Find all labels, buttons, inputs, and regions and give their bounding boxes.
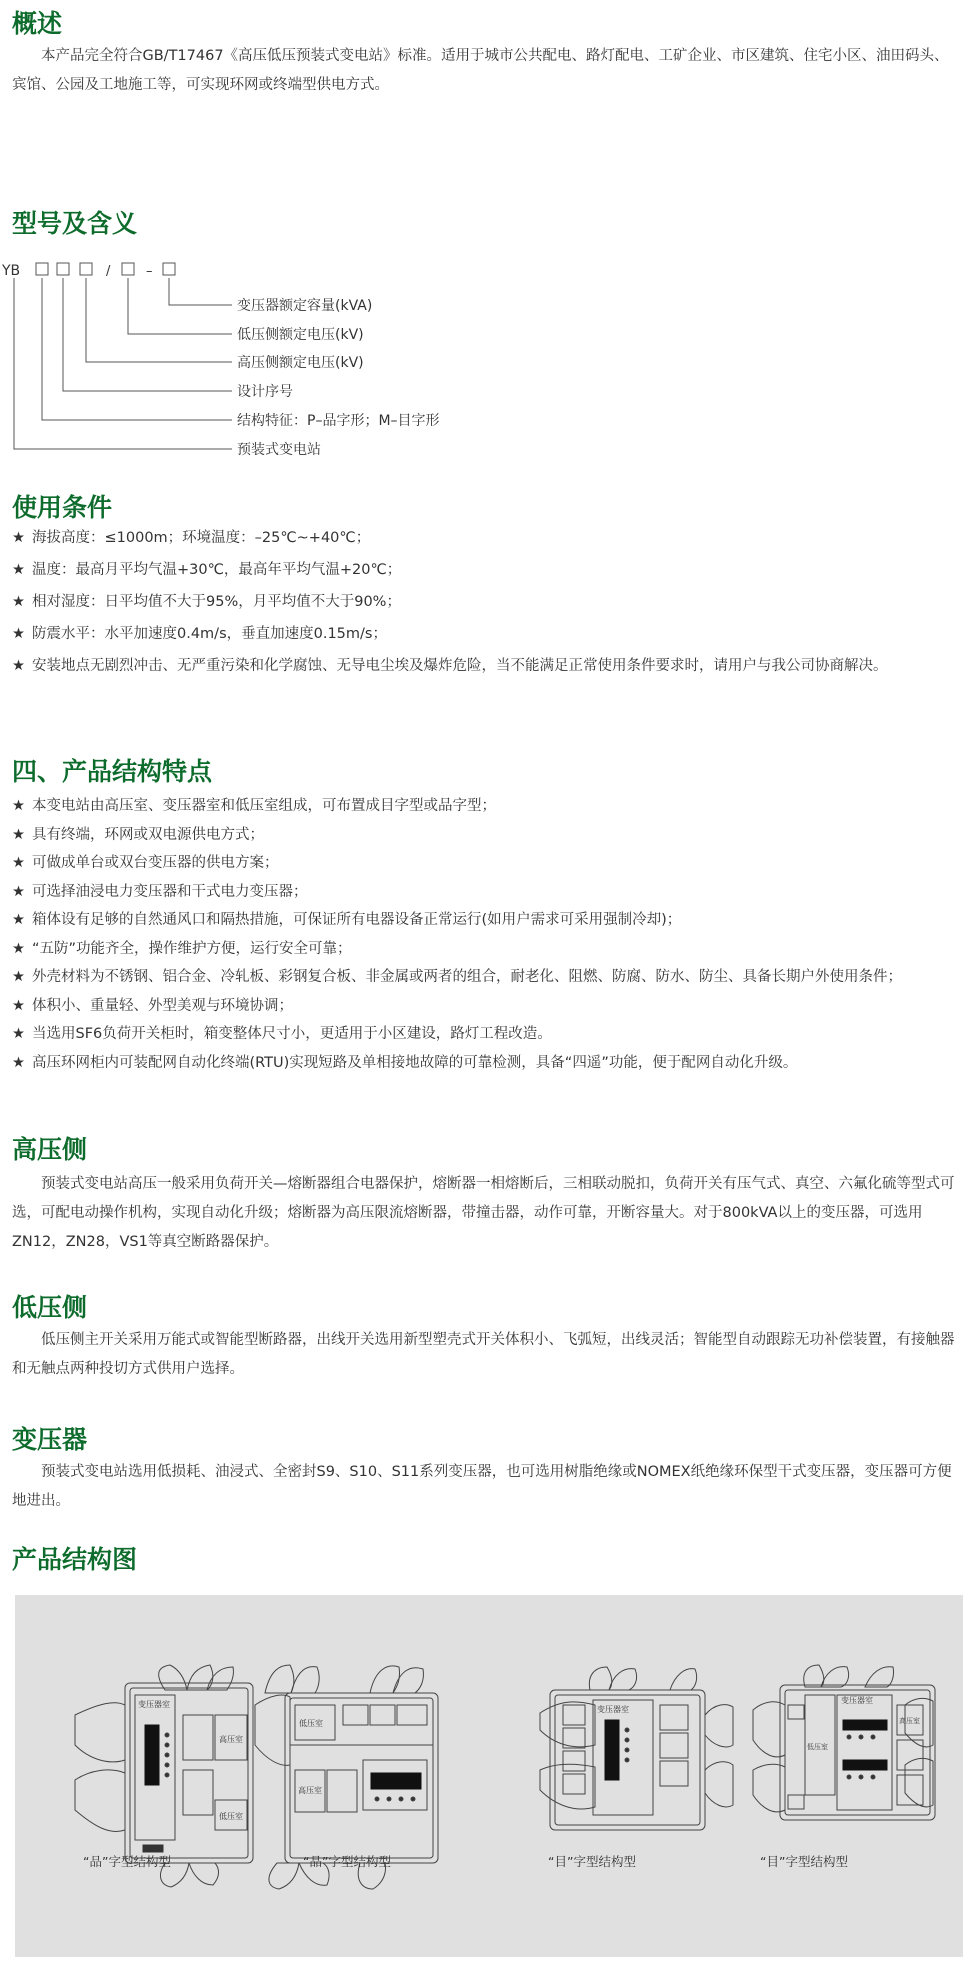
model-code-prefix: YB [2,263,21,279]
mu-2-low-label: 低压室 [807,1743,828,1751]
list-item: ★ 防震水平：水平加速度0.4m/s，垂直加速度0.15m/s； [12,618,962,650]
list-item: ★ 相对湿度：日平均值不大于95%，月平均值不大于90%； [12,586,962,618]
mu-diagram-2 [753,1665,935,1820]
high-voltage-title: 高压侧 [12,1135,88,1164]
overview-title: 概述 [12,9,63,38]
star-icon: ★ [12,940,25,957]
mu-1-transformer-label: 变压器室 [597,1705,629,1714]
list-item: ★ 本变电站由高压室、变压器室和低压室组成，可布置成目字型或品字型； [12,792,962,821]
list-item: ★ 海拔高度：≤1000m；环境温度：–25℃~+40℃； [12,522,962,554]
caption-pin-2: “品”字型结构型 [303,1854,391,1869]
star-icon: ★ [12,562,25,578]
conditions-list [12,522,962,682]
model-slash: / [106,264,111,279]
model-box-5 [163,263,175,275]
overview-text: 本产品完全符合GB/T17467《高压低压预装式变电站》标准。适用于城市公共配电、路灯配电、工矿企业、市区建筑、住宅小区、油田码头、宾馆、公园及工地施工等，可实现环网或终端型供电方式。 [12,48,949,93]
transformer-text: 预装式变电站选用低损耗、油浸式、全密封S9、S10、S11系列变压器，也可选用树脂绝缘或NOMEX纸绝缘环保型干式变压器，变压器可方便地进出。 [12,1464,952,1509]
list-item: ★ 体积小、重量轻、外型美观与环境协调； [12,992,962,1021]
star-icon: ★ [12,997,25,1014]
star-icon: ★ [12,1026,25,1042]
list-item: ★ 安装地点无剧烈冲击、无严重污染和化学腐蚀、无导电尘埃及爆炸危险，当不能满足正常使用条件要求时，请用户与我公司协商解决。 [12,650,962,682]
conditions-title: 使用条件 [12,493,113,522]
low-voltage-title: 低压侧 [12,1293,88,1322]
model-meaning-lv: 低压侧额定电压(kV) [237,327,364,343]
mu-2-transformer-label: 变压器室 [841,1696,873,1705]
structure-diagram-panel [15,1595,963,1957]
model-meaning-hv: 高压侧额定电压(kV) [237,355,364,371]
list-item: ★ 箱体设有足够的自然通风口和隔热措施，可保证所有电器设备正常运行(如用户需求可采用强制冷却)； [12,906,962,935]
pin-2-high-label: 高压室 [298,1786,322,1795]
model-meaning-type: 预装式变电站 [237,442,321,458]
star-icon: ★ [12,530,25,546]
caption-pin-1: “品”字型结构型 [83,1854,171,1869]
star-icon: ★ [12,594,25,610]
star-icon: ★ [12,1054,25,1071]
caption-mu-2: “目”字型结构型 [760,1854,848,1869]
pin-2-low-label: 低压室 [299,1719,323,1728]
model-box-2 [57,263,69,275]
model-meaning-structure: 结构特征：P–品字形；M–目字形 [237,413,440,429]
model-meaning-capacity: 变压器额定容量(kVA) [237,298,373,314]
star-icon: ★ [12,883,25,900]
list-item: ★ 温度：最高月平均气温+30℃，最高年平均气温+20℃； [12,554,962,586]
star-icon: ★ [12,798,25,814]
mu-2-high-label: 高压室 [899,1717,920,1725]
pin-1-transformer-label: 变压器室 [138,1700,170,1709]
mu-diagram-1 [540,1667,733,1830]
list-item: ★ 高压环网柜内可装配网自动化终端(RTU)实现短路及单相接地故障的可靠检测，具备“四遥”功能，便于配网自动化升级。 [12,1049,962,1078]
model-meaning-design: 设计序号 [237,384,293,400]
star-icon: ★ [12,912,25,928]
features-list [12,792,962,1077]
mu-1-transformer-room [593,1700,653,1815]
high-voltage-text: 预装式变电站高压一般采用负荷开关—熔断器组合电器保护，熔断器一相熔断后，三相联动脱扣，负荷开关有压气式、真空、六氟化硫等型式可选，可配电动操作机构，实现自动化升级；熔断器为高压限流熔断器，带撞击器，动作可靠，开断容量大。对于800kVA以上的变压器，可选用ZN12，ZN28，VS1等真空断路器保护。 [12,1176,955,1250]
mu-2-transformer-room [837,1695,892,1810]
low-voltage-text: 低压侧主开关采用万能式或智能型断路器，出线开关选用新型塑壳式开关体积小、飞弧短，出线灵活；智能型自动跟踪无功补偿装置，有接触器和无触点两种投切方式供用户选择。 [12,1332,955,1377]
star-icon: ★ [12,855,25,871]
list-item: ★ 当选用SF6负荷开关柜时，箱变整体尺寸小，更适用于小区建设，路灯工程改造。 [12,1020,962,1049]
model-dash: – [146,264,153,279]
model-box-4 [122,263,134,275]
model-box-3 [80,263,92,275]
transformer-title: 变压器 [12,1425,88,1454]
features-title: 四、产品结构特点 [12,757,213,786]
pin-1-enclosure [125,1683,253,1863]
star-icon: ★ [12,969,25,985]
caption-mu-1: “目”字型结构型 [548,1854,636,1869]
list-item: ★ 可选择油浸电力变压器和干式电力变压器； [12,878,962,907]
list-item: ★ 外壳材料为不锈钢、铝合金、冷轧板、彩钢复合板、非金属或两者的组合，耐老化、阻燃、防腐、防水、防尘、具备长期户外使用条件； [12,963,962,992]
star-icon: ★ [12,658,25,674]
model-code-diagram [0,258,520,468]
pin-1-high-label: 高压室 [219,1735,243,1744]
structure-diagrams [15,1595,963,1957]
pin-1-low-label: 低压室 [219,1812,243,1821]
star-icon: ★ [12,626,25,642]
model-title: 型号及含义 [12,209,138,238]
structure-title: 产品结构图 [12,1545,138,1574]
list-item: ★ “五防”功能齐全，操作维护方便，运行安全可靠； [12,935,962,964]
list-item: ★ 可做成单台或双台变压器的供电方案； [12,849,962,878]
list-item: ★ 具有终端，环网或双电源供电方式； [12,821,962,850]
model-box-1 [36,263,48,275]
star-icon: ★ [12,826,25,843]
